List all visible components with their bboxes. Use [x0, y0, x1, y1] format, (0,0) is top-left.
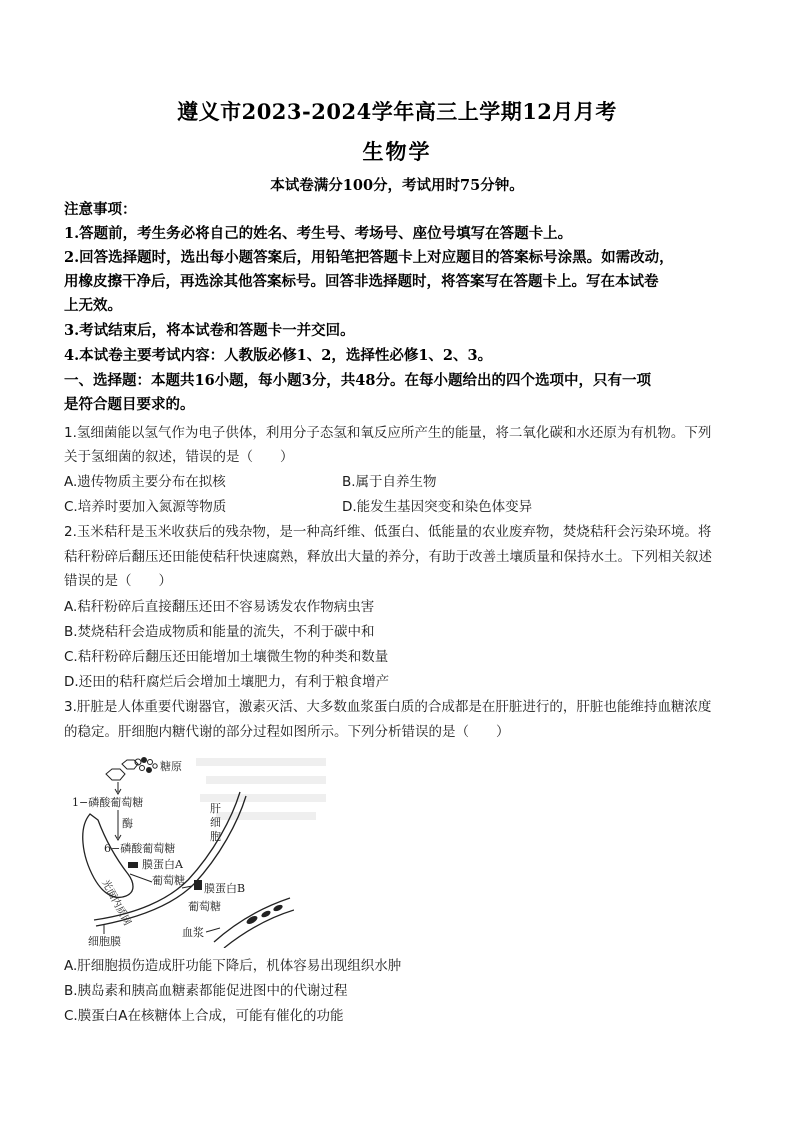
label-g1p: 1−磷酸葡萄糖 [72, 796, 144, 809]
label-glucose-1: 葡萄糖 [152, 874, 185, 887]
q2-stem-cont: 秸秆粉碎后翻压还田能使秸秆快速腐熟，释放出大量的养分，有助于改善土壤质量和保持水土。下列相关叙述 [64, 549, 712, 565]
label-glucose-2: 葡萄糖 [188, 900, 221, 913]
blood-cell [245, 914, 258, 925]
label-glycogen: 糖原 [160, 760, 182, 773]
arrow-protein-a [130, 874, 152, 882]
q2-option-c: C.秸秆粉碎后翻压还田能增加土壤微生物的种类和数量 [64, 649, 389, 665]
q3-stem: 3.肝脏是人体重要代谢器官，激素灭活、大多数血浆蛋白质的合成都是在肝脏进行的，肝脏也能维持血糖浓度 [64, 699, 712, 715]
notes-item-3: 3.考试结束后，将本试卷和答题卡一并交回。 [64, 322, 355, 339]
q1-option-a: A.遗传物质主要分布在拟核 [64, 474, 226, 490]
q1-option-c: C.培养时要加入氮源等物质 [64, 499, 227, 515]
vessel-wall-lower [224, 910, 294, 948]
label-enzyme: 酶 [122, 817, 133, 830]
q1-options-row1 [64, 470, 744, 495]
exam-title: 遵义市2023-2024学年高三上学期12月月考 [177, 99, 617, 124]
section-heading-cont: 是符合题目要求的。 [64, 396, 195, 413]
notes-item-2-cont: 用橡皮擦干净后，再选涂其他答案标号。回答非选择题时，将答案写在答题卡上。写在本试卷 [64, 273, 659, 290]
label-protein-a: 膜蛋白A [142, 858, 183, 871]
q1-stem-cont: 关于氢细菌的叙述，错误的是（ ） [64, 449, 294, 465]
q3-option-a: A.肝细胞损伤造成肝功能下降后，机体容易出现组织水肿 [64, 958, 402, 974]
subject-title: 生物学 [362, 139, 432, 164]
q3-stem-cont: 的稳定。肝细胞内糖代谢的部分过程如图所示。下列分析错误的是（ ） [64, 724, 510, 740]
section-heading: 一、选择题：本题共16小题，每小题3分，共48分。在每小题给出的四个选项中，只有一项 [64, 372, 651, 389]
q1-stem: 1.氢细菌能以氢气作为电子供体，利用分子态氢和氧反应所产生的能量，将二氧化碳和水还原为有机物。下列 [64, 425, 712, 441]
label-plasma: 血浆 [182, 926, 204, 939]
label-g6p: 6−磷酸葡萄糖 [104, 842, 176, 855]
glycogen-granule [106, 758, 157, 781]
label-liver-1: 肝 [210, 802, 221, 815]
label-liver-3: 胞 [210, 830, 221, 843]
label-smooth-er: 光面内质网 [99, 878, 133, 928]
label-protein-b: 膜蛋白B [204, 882, 246, 895]
blood-cell [272, 904, 283, 913]
q2-option-a: A.秸秆粉碎后直接翻压还田不容易诱发农作物病虫害 [64, 599, 375, 615]
label-liver-2: 细 [210, 816, 221, 829]
q3-option-b: B.胰岛素和胰高血糖素都能促进图中的代谢过程 [64, 983, 348, 999]
q1-option-d: D.能发生基因突变和染色体变异 [342, 499, 533, 515]
notes-item-2: 2.回答选择题时，选出每小题答案后，用铅笔把答题卡上对应题目的答案标号涂黑。如需改动， [64, 249, 674, 266]
notes-item-4: 4.本试卷主要考试内容：人教版必修1、2，选择性必修1、2、3。 [64, 347, 493, 364]
notes-heading: 注意事项： [64, 201, 137, 218]
blood-cell [260, 909, 271, 918]
membrane-protein-a [128, 862, 138, 868]
label-cell-membrane: 细胞膜 [88, 935, 121, 948]
q2-option-d: D.还田的秸秆腐烂后会增加土壤肥力，有利于粮食增产 [64, 674, 390, 690]
pointer-plasma [206, 928, 220, 932]
q2-option-b: B.焚烧秸秆会造成物质和能量的流失，不利于碳中和 [64, 624, 375, 640]
exam-subtitle: 本试卷满分100分，考试用时75分钟。 [270, 177, 524, 194]
q2-stem-end: 错误的是（ ） [64, 573, 172, 589]
notes-item-1: 1.答题前，考生务必将自己的姓名、考生号、考场号、座位号填写在答题卡上。 [64, 225, 573, 242]
q3-option-c: C.膜蛋白A在核糖体上合成，可能有催化的功能 [64, 1008, 344, 1024]
membrane-protein-b [194, 880, 202, 890]
q1-options-row2 [64, 495, 744, 520]
q1-option-b: B.属于自养生物 [342, 474, 437, 490]
liver-metabolism-figure [64, 748, 294, 948]
q2-stem: 2.玉米秸秆是玉米收获后的残杂物，是一种高纤维、低蛋白、低能量的农业废弃物，焚烧秸秆会污染环境。将 [64, 524, 712, 540]
notes-item-2-end: 上无效。 [64, 297, 122, 314]
